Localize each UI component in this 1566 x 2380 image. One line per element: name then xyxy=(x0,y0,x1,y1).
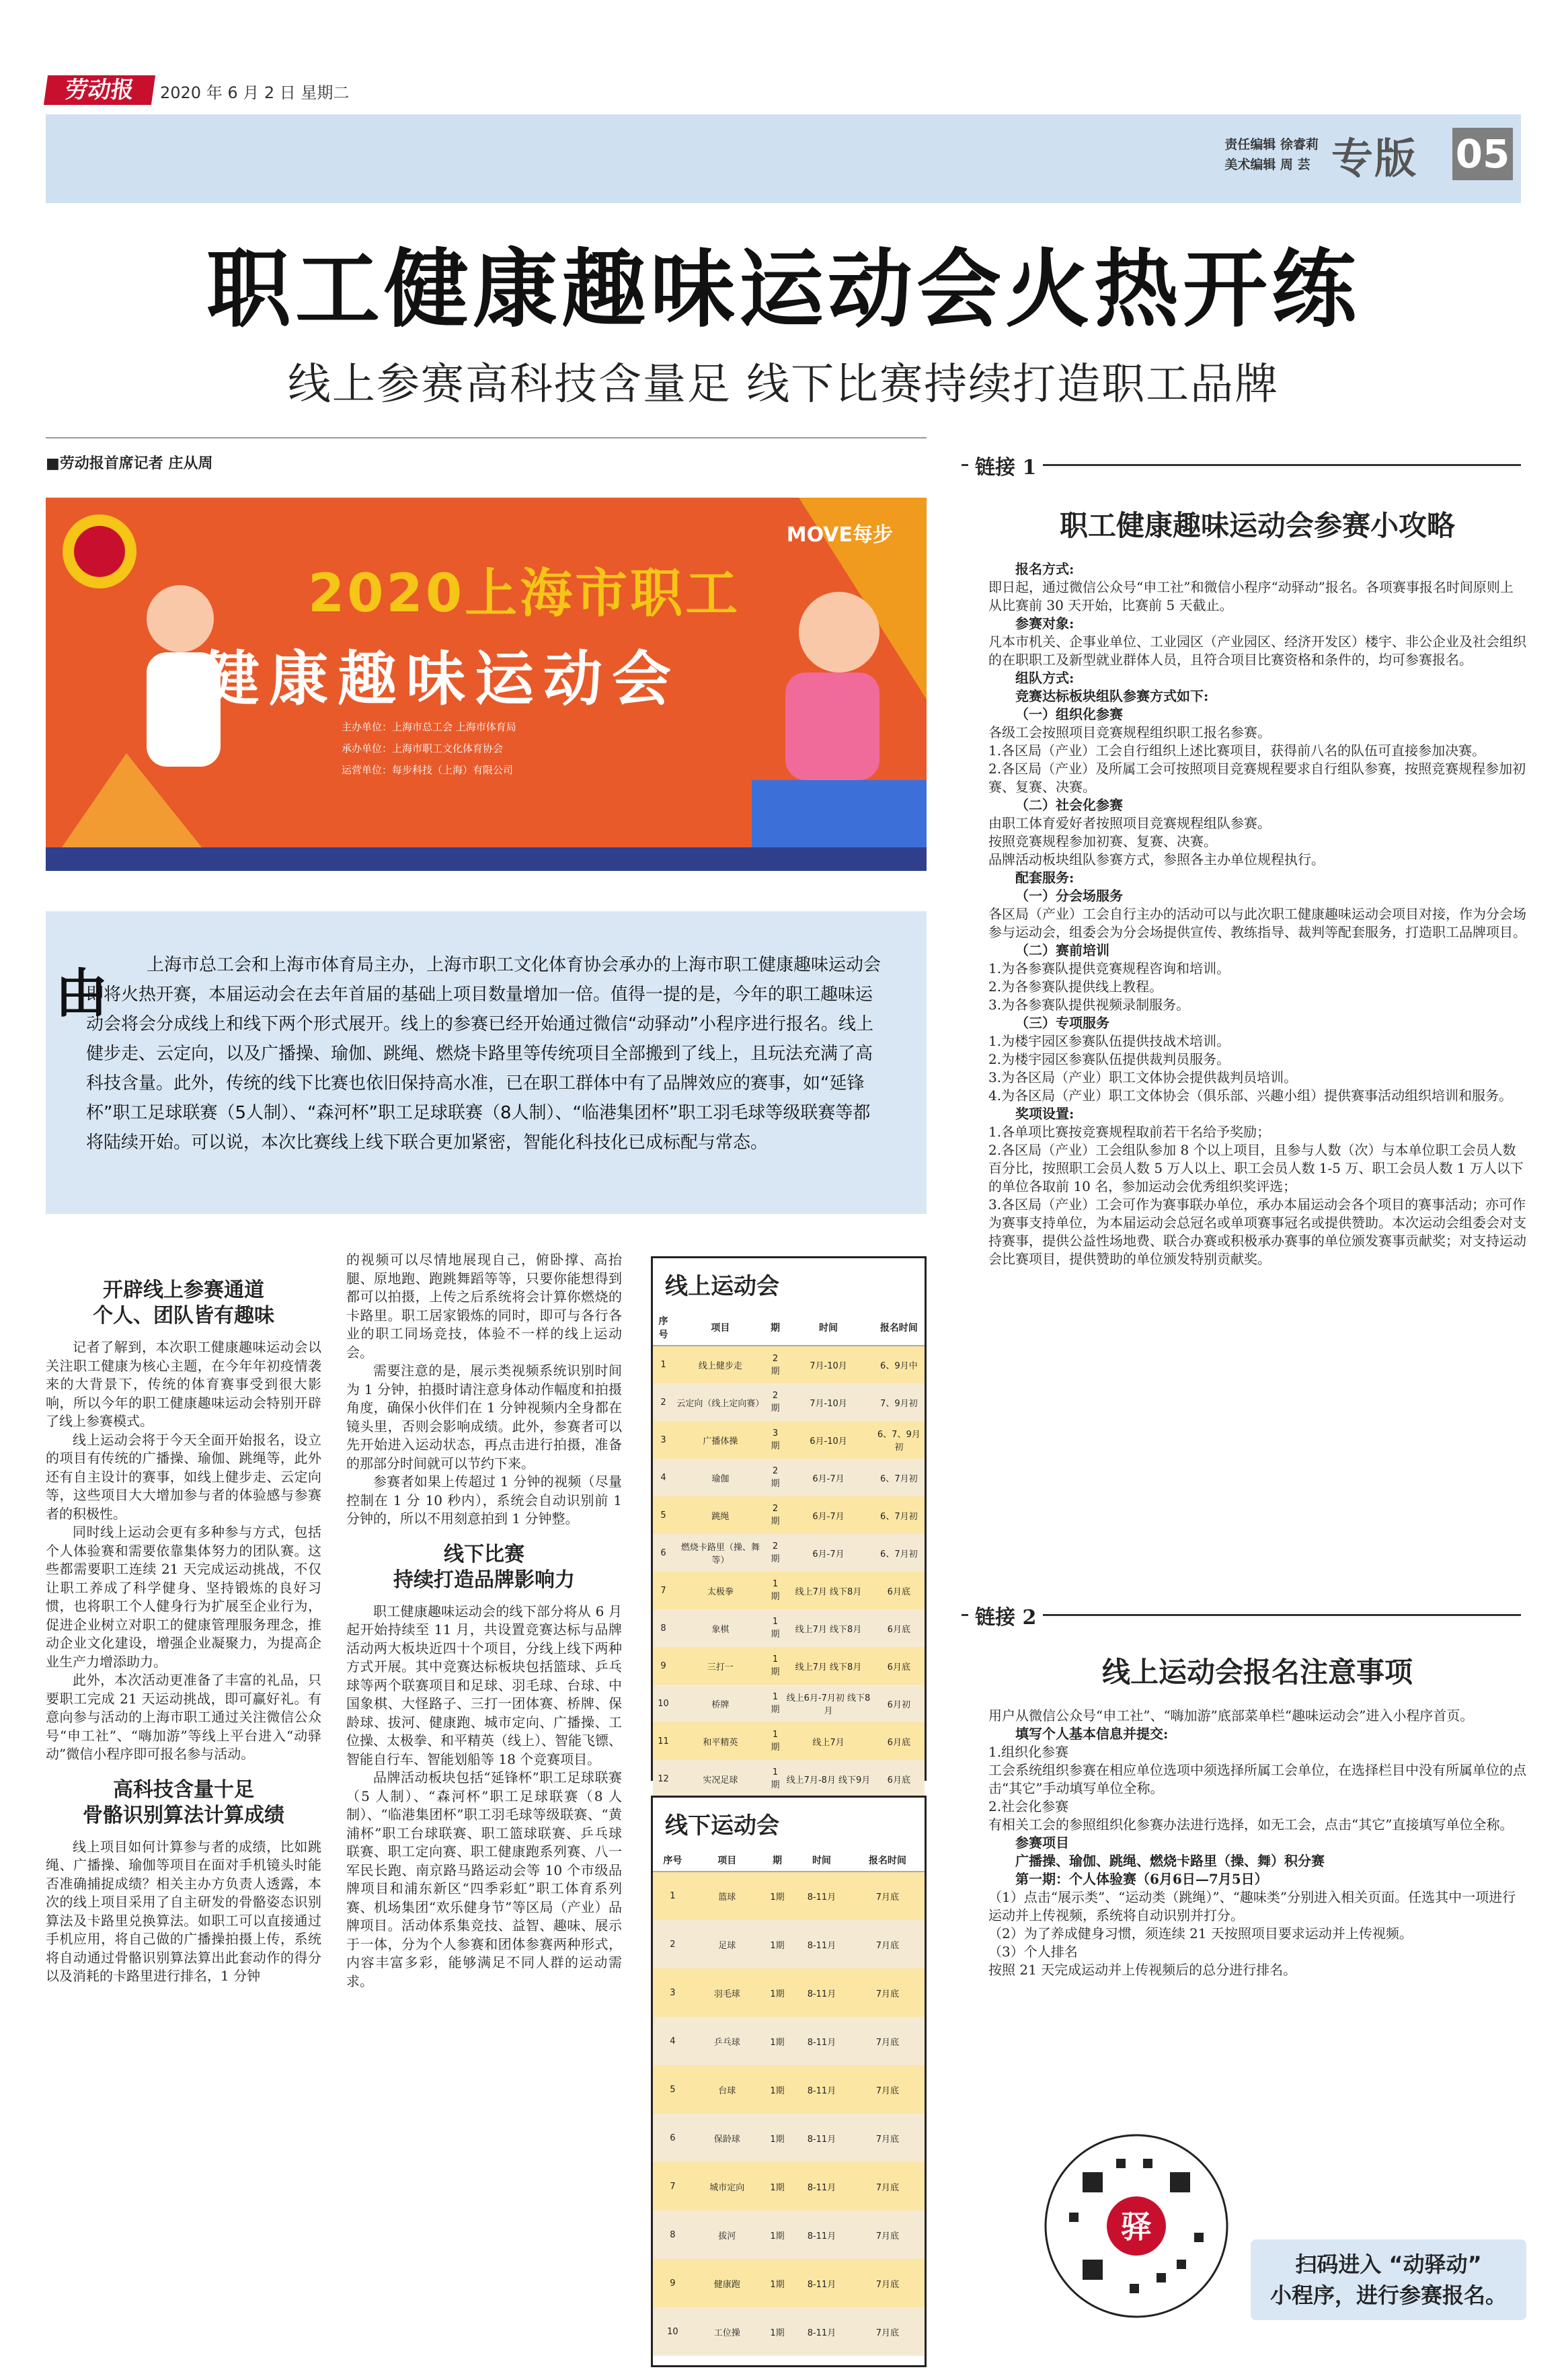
editor-line: 责任编辑 徐睿莉 xyxy=(1224,137,1319,152)
table-cell: 线上7月-8月 线下9月 xyxy=(783,1760,873,1798)
table-cell: 2期 xyxy=(767,1346,784,1383)
table-cell: 6月底 xyxy=(873,1609,925,1647)
banner-year: 2020上海市职工 xyxy=(308,564,741,624)
table-cell: 8-11月 xyxy=(793,1920,850,1968)
divider xyxy=(46,437,927,438)
table-cell: 7月底 xyxy=(851,1920,925,1968)
table-cell: 台球 xyxy=(693,2065,762,2114)
table-header: 期 xyxy=(767,1310,784,1346)
article-column-1: 开辟线上参赛通道 个人、团队皆有趣味 记者了解到，本次职工健康趣味运动会以关注职工健康为核心主题，在今年年初疫情袭来的大背景下，传统的体育赛事受到很大影响，所以今年的职工健康趣味运动会特别开辟了线上参赛模式。 线上运动会将于今天全面开始报名，设立的项目有传统的广播操、瑜伽、跳绳等，此外还有自主设计的赛事，如线上健步走、云定向等，这些项目大大增加参与者的体验感与参赛者的积极性。 同时线上运动会更有多种参与方式，包括个人体验赛和需要依靠集体努力的团队赛。这些都需要职工连续 21 天完成运动挑战，不仅让职工养成了科学健身、坚持锻炼的良好习惯，也将职工个人健身行为扩展至企业行为，促进企业树立对职工的健康管理服务理念，推动企业文化建设，增强企业凝聚力，为提高企业生产力增添助力。 此外，本次活动更准备了丰富的礼品，只要职工完成 21 天运动挑战，即可赢好礼。有意向参与活动的上海市职工通过关注微信公众号“申工社”、“嗨加游”等线上平台进入“动驿动”微信小程序即可报名参与活动。 高科技含量十足 骨骼识别算法计算成绩 线上项目如何计算参与者的成绩，比如跳绳、广播操、瑜伽等项目在面对手机镜头时能否准确捕捉成绩？相关主办方负责人透露，本次的线上项目采用了自主研发的骨骼姿态识别算法及卡路里兑换算法。如职工可以直接通过手机应用，将自己做的广播操拍摄上传，系统将自动通过骨骼识别算法算出此套动作的得分以及消耗的卡路里进行排名，1 分钟 xyxy=(46,1278,321,1984)
text-line: 1.各区局（产业）工会自行组织上述比赛项目，获得前八名的队伍可直接参加决赛。 xyxy=(988,742,1486,759)
table-cell: 实况足球 xyxy=(674,1760,767,1798)
table-row xyxy=(653,2017,925,2065)
table-cell: 瑜伽 xyxy=(674,1459,767,1496)
table-cell: 7月-10月 xyxy=(783,1346,873,1383)
table-cell: 广播体操 xyxy=(674,1421,767,1459)
table-cell: 线上7月 线下8月 xyxy=(783,1572,873,1609)
text-line: 3.为各参赛队提供视频录制服务。 xyxy=(988,997,1190,1013)
table-cell: 1期 xyxy=(767,1685,784,1722)
table-cell: 1 xyxy=(653,1346,674,1383)
table-cell: 6月底 xyxy=(873,1647,925,1685)
table-cell: 保龄球 xyxy=(693,2114,762,2162)
event-banner xyxy=(46,498,927,871)
table-row xyxy=(653,2211,925,2259)
text-line: 配套服务: xyxy=(1015,870,1074,886)
table-cell: 象棋 xyxy=(674,1609,767,1647)
text-line: （一）分会场服务 xyxy=(1015,888,1123,904)
table-cell: 城市定向 xyxy=(693,2162,762,2211)
text-line: 4.为各区局（产业）职工文体协会（俱乐部、兴趣小组）提供赛事活动组织培训和服务。 xyxy=(988,1087,1513,1104)
online-events-table xyxy=(651,1256,927,1790)
table-row xyxy=(653,2307,925,2356)
table-cell: 6月-7月 xyxy=(783,1459,873,1496)
table-cell: 线上7月 线下8月 xyxy=(783,1647,873,1685)
text-line: 组队方式: xyxy=(1015,670,1074,686)
text-line: 参赛对象: xyxy=(1015,615,1074,631)
table-cell: 1期 xyxy=(762,2211,793,2259)
table-header: 报名时间 xyxy=(851,1849,925,1872)
table-title: 线下运动会 xyxy=(665,1812,779,1839)
table-cell: 7月底 xyxy=(851,1872,925,1920)
table-cell: 3 xyxy=(653,1421,674,1459)
table-cell: 6月底 xyxy=(873,1572,925,1609)
table-cell: 6、7、9月初 xyxy=(873,1421,925,1459)
intro-text: 上海市总工会和上海市体育局主办，上海市职工文化体育协会承办的上海市职工健康趣味运动会即将火热开赛，本届运动会在去年首届的基础上项目数量增加一倍。值得一提的是，今年的职工趣味运动会将会分成线上和线下两个形式展开。线上的参赛已经开始通过微信“动驿动”小程序进行报名。线上健步走、云定向，以及广播操、瑜伽、跳绳、燃烧卡路里等传统项目全部搬到了线上，且玩法充满了高科技含量。此外，传统的线下比赛也依旧保持高水准，已在职工群体中有了品牌效应的赛事，如“延锋杯”职工足球联赛（5人制）、“森河杯”职工足球联赛（8人制）、“临港集团杯”职工羽毛球等级联赛等都将陆续开始。可以说，本次比赛线上线下联合更加紧密，智能化科技化已成标配与常态。 xyxy=(86,955,882,1153)
table-cell: 12 xyxy=(653,1760,674,1798)
banner-title: 健康趣味运动会 xyxy=(200,644,681,714)
table-cell: 1期 xyxy=(762,1872,793,1920)
table-cell: 太极拳 xyxy=(674,1572,767,1609)
banner-organizers: 主办单位：上海市总工会 上海市体育局 承办单位：上海市职工文化体育协会 运营单位：每步科技（上海）有限公司 xyxy=(342,721,516,776)
subhead: 线下比赛 持续打造品牌影响力 xyxy=(393,1542,575,1592)
table-cell: 8-11月 xyxy=(793,2065,850,2114)
table-cell: 云定向（线上定向赛） xyxy=(674,1383,767,1421)
link1-rule xyxy=(962,464,1521,466)
table-cell: 7月底 xyxy=(851,2017,925,2065)
table-cell: 线上7月 xyxy=(783,1722,873,1760)
text-line: （3）个人排名 xyxy=(988,1944,1078,1960)
text-line: 有相关工会的参照组织化参赛办法进行选择，如无工会，点击“其它”直接填写单位全称。 xyxy=(988,1816,1514,1833)
table-cell: 2期 xyxy=(767,1383,784,1421)
table-cell: 6月初 xyxy=(873,1685,925,1722)
table-header: 期 xyxy=(762,1849,793,1872)
text-line: 按照 21 天完成运动并上传视频后的总分进行排名。 xyxy=(988,1962,1297,1978)
table-cell: 7月底 xyxy=(851,2114,925,2162)
table-cell: 2期 xyxy=(767,1496,784,1534)
text-line: 1.为楼宇园区参赛队伍提供技战术培训。 xyxy=(988,1033,1230,1049)
table-cell: 羽毛球 xyxy=(693,1968,762,2017)
text-line: 报名方式: xyxy=(1015,561,1074,577)
table-header: 时间 xyxy=(793,1849,850,1872)
text-line: 各级工会按照项目竞赛规程组织职工报名参赛。 xyxy=(988,724,1271,740)
table-header: 报名时间 xyxy=(873,1310,925,1346)
text-line: 2.为楼宇园区参赛队伍提供裁判员服务。 xyxy=(988,1051,1230,1067)
text-line: （二）社会化参赛 xyxy=(1015,797,1123,813)
text-line: 竞赛达标板块组队参赛方式如下: xyxy=(1015,688,1209,704)
table-cell: 8-11月 xyxy=(793,2017,850,2065)
text-line: 2.各区局（产业）及所属工会可按照项目竞赛规程要求自行组队参赛，按照竞赛规程参加初赛、复赛、决赛。 xyxy=(988,761,1526,795)
table-row xyxy=(653,1685,925,1722)
newspaper-logo: 劳动报 xyxy=(44,75,155,105)
table-cell: 4 xyxy=(653,1459,674,1496)
table-cell: 7月底 xyxy=(851,2307,925,2356)
table-cell: 8 xyxy=(653,2211,693,2259)
table-cell: 6 xyxy=(653,2114,693,2162)
text-line: 3.各区局（产业）工会可作为赛事联办单位，承办本届运动会各个项目的赛事活动；亦可作为赛事支持单位，为本届运动会总冠名或单项赛事冠名或提供赞助。本次运动会组委会对支持赛事，提供公益性场地费、联合办赛或积极承办赛事的单位颁发赛事贡献奖；对支持运动会比赛项目，提供赞助的单位颁发特别贡献奖。 xyxy=(988,1196,1526,1267)
table-cell: 1期 xyxy=(762,2114,793,2162)
table-row xyxy=(653,1920,925,1968)
editors xyxy=(1224,135,1319,175)
link2-title: 线上运动会报名注意事项 xyxy=(1101,1656,1413,1689)
table-cell: 8-11月 xyxy=(793,1968,850,2017)
intro-box xyxy=(46,911,927,1214)
table-cell: 2 xyxy=(653,1383,674,1421)
issue-date: 2020 年 6 月 2 日 星期二 xyxy=(160,83,350,102)
table-row xyxy=(653,2114,925,2162)
text-line: （一）组织化参赛 xyxy=(1015,706,1123,722)
table-header: 项目 xyxy=(693,1849,762,1872)
section-label: 专版 xyxy=(1331,134,1418,183)
banner-brand: MOVE每步 xyxy=(786,523,893,547)
table-cell: 3期 xyxy=(767,1421,784,1459)
qr-code[interactable] xyxy=(1042,2132,1230,2320)
table-cell: 跳绳 xyxy=(674,1496,767,1534)
text-line: 3.为各区局（产业）职工文体协会提供裁判员培训。 xyxy=(988,1069,1298,1085)
table-cell: 1期 xyxy=(762,2307,793,2356)
table-row xyxy=(653,1722,925,1760)
text-line: （1）点击“展示类”、“运动类（跳绳）”、“趣味类”分别进入相关页面。任选其中一项进行运动并上传视频，系统将自动识别并打分。 xyxy=(988,1889,1516,1923)
link1-label: 链接 1 xyxy=(968,451,1043,480)
table-cell: 7月底 xyxy=(851,2211,925,2259)
text-line: 即日起，通过微信公众号“申工社”和微信小程序“动驿动”报名。各项赛事报名时间原则上从比赛前 30 天开始，比赛前 5 天截止。 xyxy=(988,579,1514,613)
qr-glyph: 驿 xyxy=(1121,2209,1152,2245)
table-cell: 2期 xyxy=(767,1459,784,1496)
table-cell: 6月底 xyxy=(873,1722,925,1760)
table-cell: 线上6月-7月初 线下8月 xyxy=(783,1685,873,1722)
editor-line: 美术编辑 周 芸 xyxy=(1224,157,1310,172)
page-number: 05 xyxy=(1452,128,1513,180)
article-column-2: 的视频可以尽情地展现自己，俯卧撑、高抬腿、原地跑、跑跳舞蹈等等，只要你能想得到都可以拍摄，上传之后系统将会计算你燃烧的卡路里。职工居家锻炼的同时，即可与各行各业的职工同场竞技，体验不一样的线上运动会。 需要注意的是，展示类视频系统识别时间为 1 分钟，拍摄时请注意身体动作幅度和拍摄角度，确保小伙伴们在 1 分钟视频内全身都在镜头里，否则会影响成绩。此外，参赛者可以先开始进入运动状态，再点击进行拍摄，准备的那部分时间就可以节约下来。 参赛者如果上传超过 1 分钟的视频（尽量控制在 1 分 10 秒内），系统会自动识别前 1 分钟的，所以不用刻意拍到 1 分钟整。 线下比赛 持续打造品牌影响力 职工健康趣味运动会的线下部分将从 6 月起开始持续至 11 月，共设置竞赛达标与品牌活动两大板块近四十个项目，分线上线下两种方式开展。其中竞赛达标板块包括篮球、乒乓球等两个联赛项目和足球、羽毛球、台球、中国象棋、大怪路子、三打一团体赛、桥牌、保龄球、拔河、健康跑、城市定向、广播操、工位操、太极拳、和平精英（线上）、智能飞镖、智能自行车、智能划船等 18 个竞赛项目。 品牌活动板块包括“延锋杯”职工足球联赛（5 人制）、“森河杯”职工足球联赛（8 人制）、“临港集团杯”职工羽毛球等级联赛、“黄浦杯”职工台球联赛、职工篮球联赛、乒乓球联赛、职工定向赛、职工健康跑系列赛、八一军民长跑、南京路马路运动会等 10 个市级品牌项目和浦东新区“四季彩虹”职工体育系列赛、机场集团“欢乐健身节”等区局（产业）品牌项目。活动体系集竞技、益智、趣味、展示于一体，分为个人参赛和团体参赛两种形式，内容丰富多彩，能够满足不同人群的运动需求。 xyxy=(346,1252,622,1989)
table-cell: 6、7月初 xyxy=(873,1534,925,1572)
table-title: 线上运动会 xyxy=(665,1273,779,1300)
table-cell: 6月-10月 xyxy=(783,1421,873,1459)
table-row xyxy=(653,2259,925,2307)
table-cell: 桥牌 xyxy=(674,1685,767,1722)
table-header: 时间 xyxy=(783,1310,873,1346)
text-line: 由职工体育爱好者按照项目竞赛规程组队参赛。 xyxy=(988,815,1271,831)
table-cell: 10 xyxy=(653,1685,674,1722)
table-cell: 三打一 xyxy=(674,1647,767,1685)
table-header: 项目 xyxy=(674,1310,767,1346)
table-cell: 5 xyxy=(653,2065,693,2114)
table-cell: 1期 xyxy=(762,2065,793,2114)
table-cell: 篮球 xyxy=(693,1872,762,1920)
table-cell: 3 xyxy=(653,1968,693,2017)
text-line: （2）为了养成健身习惯，须连续 21 天按照项目要求运动并上传视频。 xyxy=(988,1925,1413,1942)
table-cell: 6月底 xyxy=(873,1760,925,1798)
table-row xyxy=(653,1572,925,1609)
table-row xyxy=(653,1534,925,1572)
table-cell: 6月-7月 xyxy=(783,1496,873,1534)
link2-label: 链接 2 xyxy=(968,1601,1043,1630)
table-row xyxy=(653,1647,925,1685)
table-cell: 6月-7月 xyxy=(783,1534,873,1572)
text-line: 第一期：个人体验赛（6月6日—7月5日） xyxy=(1015,1871,1268,1887)
table-row xyxy=(653,1760,925,1798)
table-cell: 1期 xyxy=(762,1968,793,2017)
table-cell: 线上7月 线下8月 xyxy=(783,1609,873,1647)
text-line: 2.为各参赛队提供线上教程。 xyxy=(988,978,1163,995)
text-line: 1.为各参赛队提供竞赛规程咨询和培训。 xyxy=(988,960,1230,976)
table-cell: 7月底 xyxy=(851,2259,925,2307)
text-line: 2.社会化参赛 xyxy=(988,1798,1069,1814)
table-cell: 健康跑 xyxy=(693,2259,762,2307)
table-row xyxy=(653,1421,925,1459)
link2-rule xyxy=(962,1614,1521,1616)
table-cell: 5 xyxy=(653,1496,674,1534)
table-cell: 6 xyxy=(653,1534,674,1572)
table-cell: 8-11月 xyxy=(793,2211,850,2259)
link1-title: 职工健康趣味运动会参赛小攻略 xyxy=(1059,509,1455,542)
table-cell: 燃烧卡路里（操、舞等） xyxy=(674,1534,767,1572)
table-cell: 8-11月 xyxy=(793,2307,850,2356)
table-header: 序号 xyxy=(653,1310,674,1346)
table-cell: 1期 xyxy=(762,1920,793,1968)
text-line: 用户从微信公众号“申工社”、“嗨加游”底部菜单栏“趣味运动会”进入小程序首页。 xyxy=(988,1707,1474,1724)
text-line: 凡本市机关、企事业单位、工业园区（产业园区、经济开发区）楼宇、非公企业及社会组织的在职职工及新型就业群体人员，且符合项目比赛资格和条件的，均可参赛报名。 xyxy=(988,634,1526,668)
table-cell: 7月底 xyxy=(851,2162,925,2211)
subheadline: 线上参赛高科技含量足 线下比赛持续打造职工品牌 xyxy=(287,360,1280,410)
qr-caption: 扫码进入 “动驿动” 小程序，进行参赛报名。 xyxy=(1251,2239,1526,2320)
table-cell: 乒乓球 xyxy=(693,2017,762,2065)
offline-events-table xyxy=(651,1796,927,2367)
table-row xyxy=(653,1872,925,1920)
table-cell: 8-11月 xyxy=(793,2162,850,2211)
table-header: 序号 xyxy=(653,1849,693,1872)
subhead: 开辟线上参赛通道 个人、团队皆有趣味 xyxy=(93,1278,274,1328)
table-cell: 10 xyxy=(653,2307,693,2356)
table-cell: 1期 xyxy=(767,1722,784,1760)
headline: 职工健康趣味运动会火热开练 xyxy=(206,239,1360,339)
text-line: 1.各单项比赛按竞赛规程取前若干名给予奖励； xyxy=(988,1124,1271,1140)
table-cell: 和平精英 xyxy=(674,1722,767,1760)
table-cell: 7 xyxy=(653,2162,693,2211)
table-cell: 9 xyxy=(653,2259,693,2307)
link1-content xyxy=(988,494,1526,1584)
table-cell: 8-11月 xyxy=(793,2259,850,2307)
table-cell: 1 xyxy=(653,1872,693,1920)
text-line: 各区局（产业）工会自行主办的活动可以与此次职工健康趣味运动会项目对接，作为分会场参与运动会，组委会为分会场提供宣传、教练指导、裁判等配套服务，打造职工品牌项目。 xyxy=(988,906,1526,940)
subhead: 高科技含量十足 骨骼识别算法计算成绩 xyxy=(83,1777,284,1827)
table-cell: 7 xyxy=(653,1572,674,1609)
drop-cap: 由 xyxy=(55,963,108,1024)
table-cell: 6、7月初 xyxy=(873,1496,925,1534)
text-line: 按照竞赛规程参加初赛、复赛、决赛。 xyxy=(988,833,1217,849)
table-cell: 4 xyxy=(653,2017,693,2065)
table-row xyxy=(653,1609,925,1647)
table-cell: 1期 xyxy=(762,2259,793,2307)
table-cell: 1期 xyxy=(767,1609,784,1647)
table-cell: 9 xyxy=(653,1647,674,1685)
table-cell: 2 xyxy=(653,1920,693,1968)
byline: ■劳动报首席记者 庄从周 xyxy=(46,455,213,472)
text-line: （二）赛前培训 xyxy=(1015,942,1109,958)
table-cell: 8-11月 xyxy=(793,1872,850,1920)
text-line: 2.各区局（产业）工会组队参加 8 个以上项目，且参与人数（次）与本单位职工会员人数百分比，按照职工会员人数 5 万人以上、职工会员人数 1-5 万、职工会员人数 1 万人以下的单位各取前 10 名，参加运动会优秀组织奖评选； xyxy=(988,1142,1524,1194)
table-cell: 6、9月中 xyxy=(873,1346,925,1383)
table-cell: 7月底 xyxy=(851,2065,925,2114)
table-cell: 8-11月 xyxy=(793,2114,850,2162)
link2-content xyxy=(988,1641,1526,2125)
table-cell: 拔河 xyxy=(693,2211,762,2259)
text-line: 1.组织化参赛 xyxy=(988,1744,1069,1760)
table-row xyxy=(653,1383,925,1421)
text-line: 参赛项目 xyxy=(1015,1835,1069,1851)
table-cell: 7月底 xyxy=(851,1968,925,2017)
table-cell: 8 xyxy=(653,1609,674,1647)
text-line: 工会系统组织参赛在相应单位选项中须选择所属工会单位，在选择栏目中没有所属单位的点击“其它”手动填写单位全称。 xyxy=(988,1762,1526,1796)
table-row xyxy=(653,1346,925,1383)
text-line: 奖项设置: xyxy=(1015,1106,1074,1122)
table-cell: 11 xyxy=(653,1722,674,1760)
table-cell: 线上健步走 xyxy=(674,1346,767,1383)
table-row xyxy=(653,2162,925,2211)
table-row xyxy=(653,1459,925,1496)
text-line: 广播操、瑜伽、跳绳、燃烧卡路里（操、舞）积分赛 xyxy=(1015,1853,1325,1869)
text-line: 品牌活动板块组队参赛方式，参照各主办单位规程执行。 xyxy=(988,851,1325,868)
table-cell: 1期 xyxy=(767,1647,784,1685)
table-cell: 1期 xyxy=(767,1760,784,1798)
table-row xyxy=(653,1496,925,1534)
table-cell: 2期 xyxy=(767,1534,784,1572)
table-cell: 1期 xyxy=(767,1572,784,1609)
table-cell: 7月-10月 xyxy=(783,1383,873,1421)
table-row xyxy=(653,1968,925,2017)
table-row xyxy=(653,2065,925,2114)
table-cell: 1期 xyxy=(762,2017,793,2065)
text-line: （三）专项服务 xyxy=(1015,1015,1109,1031)
table-cell: 足球 xyxy=(693,1920,762,1968)
table-cell: 7、9月初 xyxy=(873,1383,925,1421)
text-line: 填写个人基本信息并提交: xyxy=(1015,1726,1169,1742)
table-cell: 1期 xyxy=(762,2162,793,2211)
table-cell: 工位操 xyxy=(693,2307,762,2356)
table-cell: 6、7月初 xyxy=(873,1459,925,1496)
